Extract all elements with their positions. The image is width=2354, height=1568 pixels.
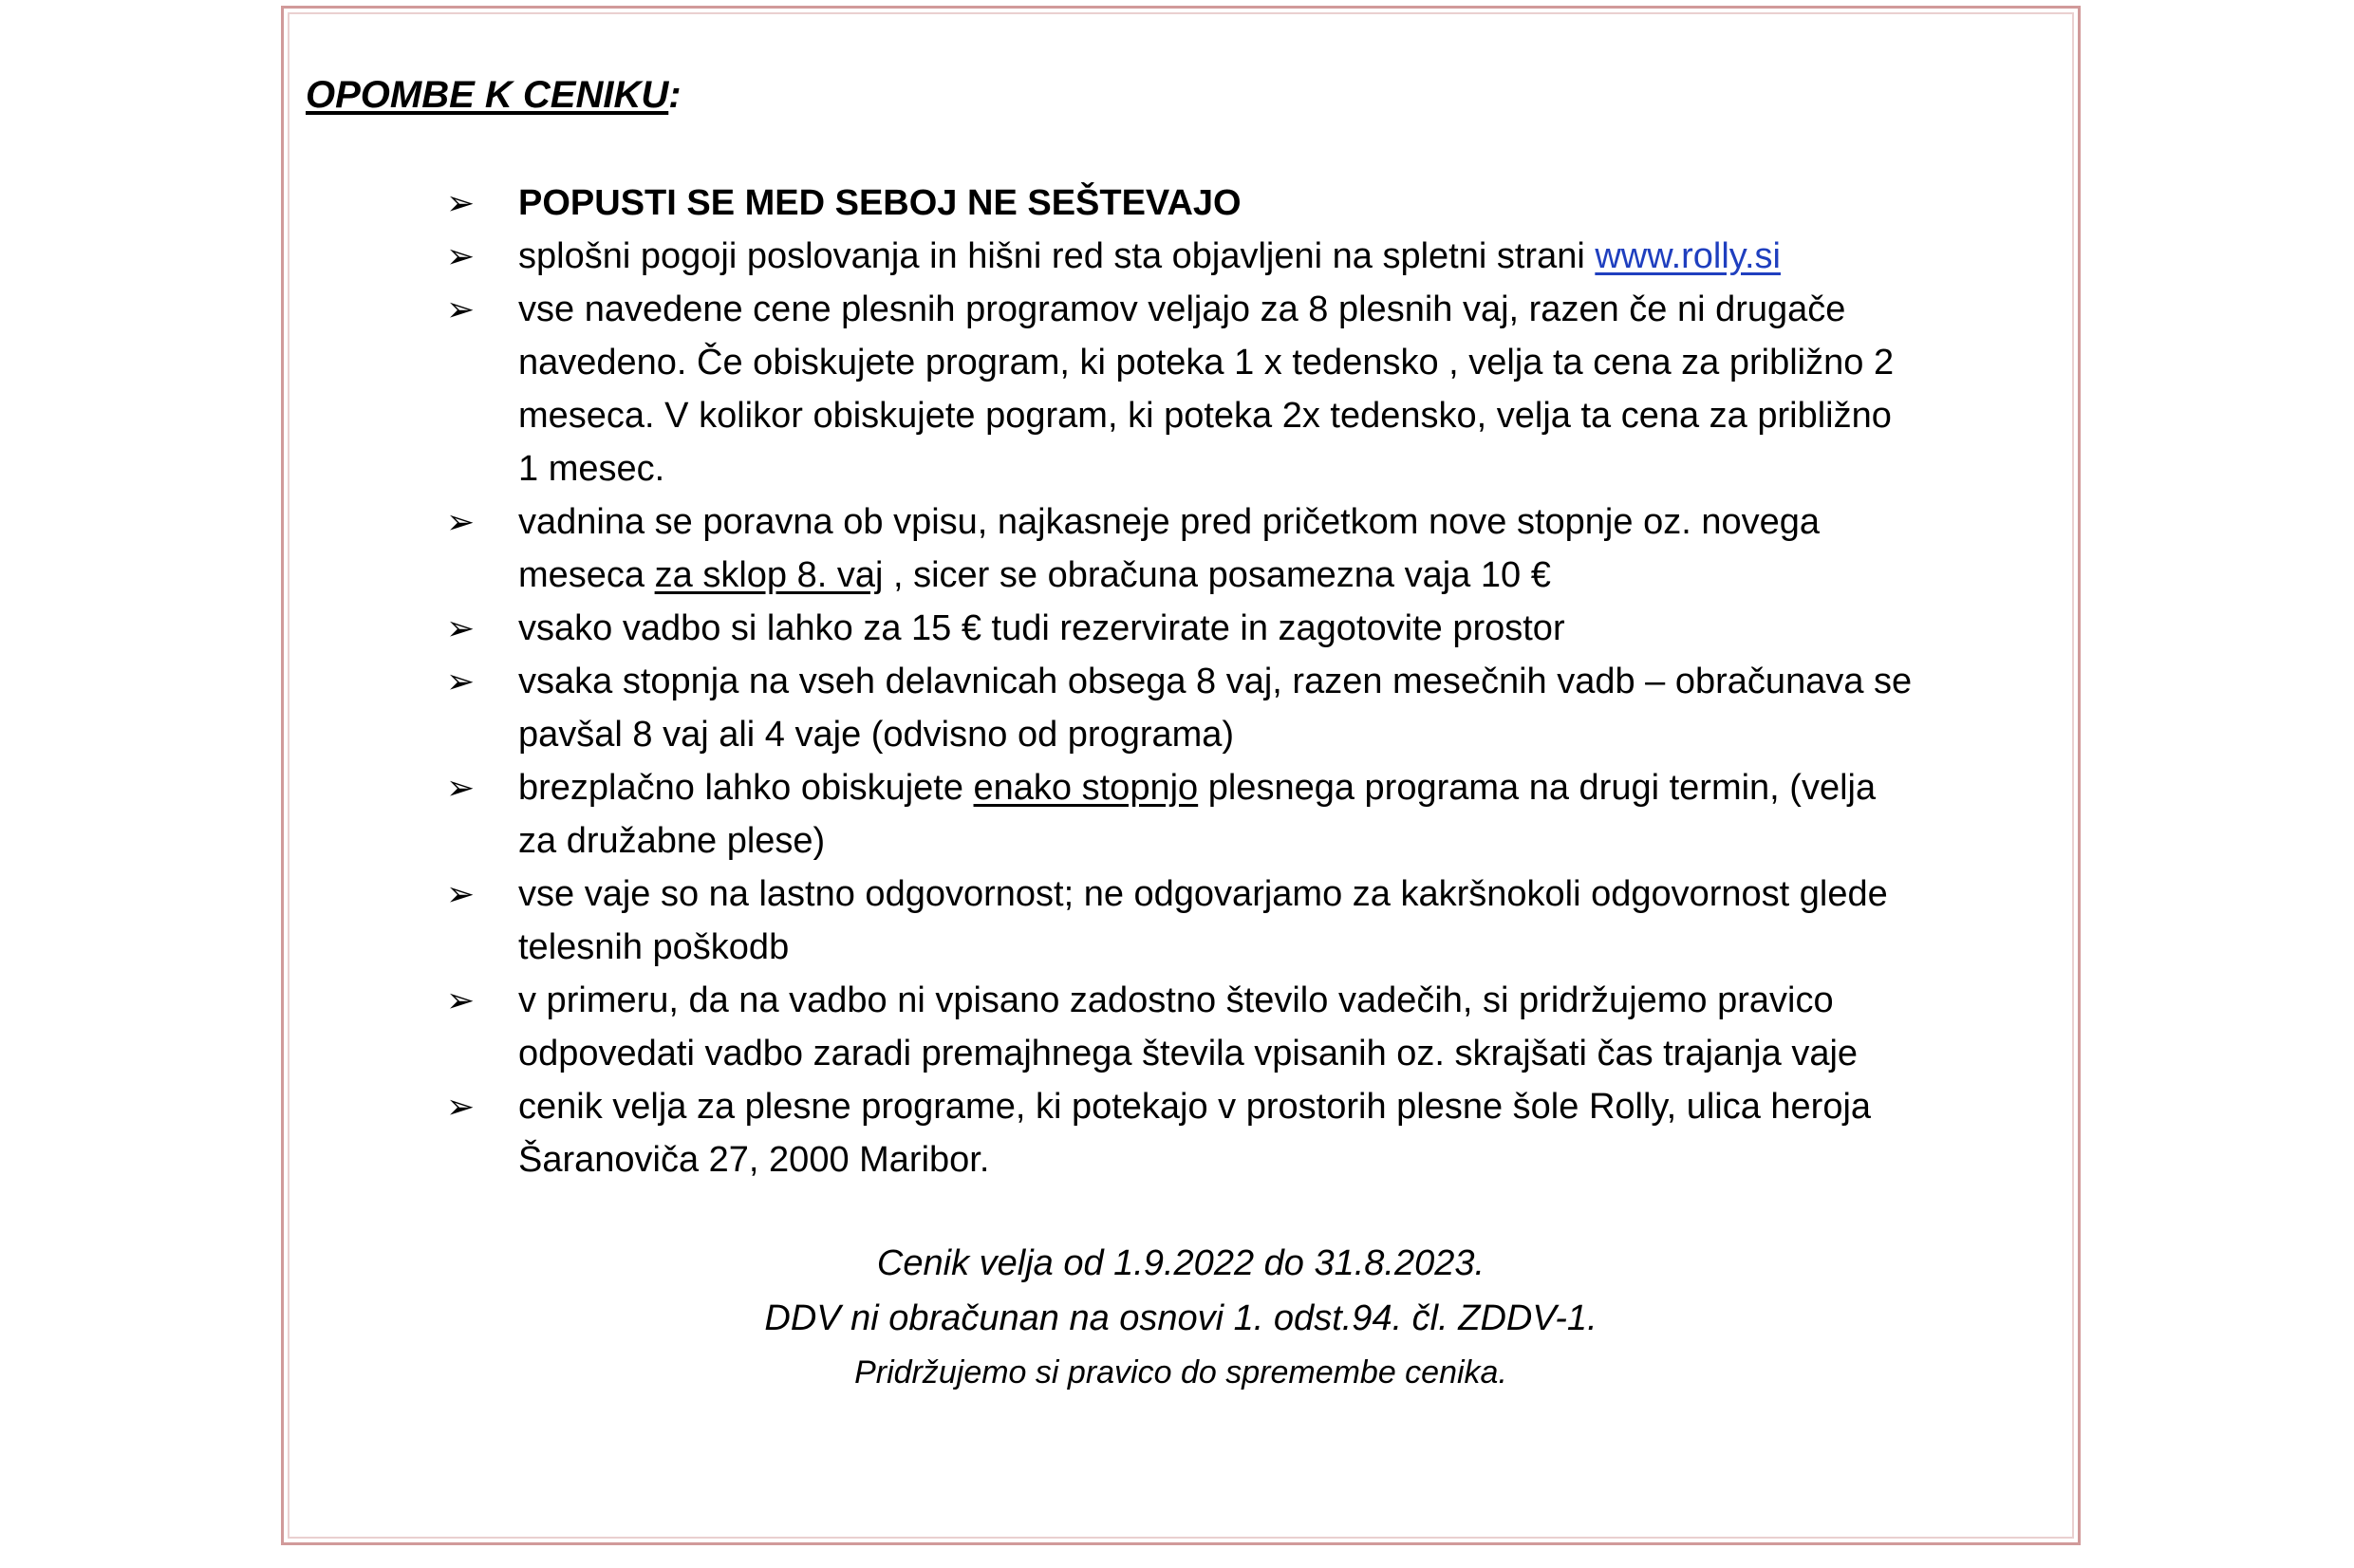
note-fragment: meseca <box>518 555 655 595</box>
note-line: za družabne plese) <box>518 821 826 861</box>
arrow-bullet-icon: ➢ <box>446 980 476 1019</box>
note-line: v primeru, da na vadbo ni vpisano zadostno število vadečih, si pridržujemo pravico <box>518 980 1834 1020</box>
note-line: cenik velja za plesne programe, ki potekajo v prostorih plesne šole Rolly, ulica heroja <box>518 1087 1872 1127</box>
note-terms-before-link: splošni pogoji poslovanja in hišni red sta objavljeni na spletni strani <box>518 236 1596 276</box>
arrow-bullet-icon: ➢ <box>446 502 476 541</box>
arrow-bullet-icon: ➢ <box>446 1087 476 1126</box>
change-disclaimer: Pridržujemo si pravico do spremembe cenika. <box>854 1354 1507 1391</box>
list-item <box>446 230 2060 283</box>
page-title <box>306 70 682 120</box>
arrow-bullet-icon: ➢ <box>446 289 476 328</box>
note-underlined-fragment: enako stopnjo <box>973 768 1199 808</box>
note-line: vsako vadbo si lahko za 15 € tudi rezervirate in zagotovite prostor <box>518 608 1565 648</box>
note-line: vadnina se poravna ob vpisu, najkasneje pred pričetkom nove stopnje oz. novega <box>518 502 1820 542</box>
footer-notes <box>281 1236 2081 1399</box>
arrow-bullet-icon: ➢ <box>446 608 476 647</box>
list-item <box>446 974 2060 1080</box>
note-line: odpovedati vadbo zaradi premajhnega števila vpisanih oz. skrajšati čas trajanja vaje <box>518 1034 1859 1073</box>
note-fragment: brezplačno lahko obiskujete <box>518 768 974 808</box>
arrow-bullet-icon: ➢ <box>446 183 476 222</box>
price-list-validity: Cenik velja od 1.9.2022 do 31.8.2023. <box>876 1243 1485 1283</box>
note-fragment: plesnega programa na drugi termin, (velja <box>1198 768 1877 808</box>
page-title-colon: : <box>668 74 682 116</box>
note-line <box>518 761 2060 814</box>
arrow-bullet-icon: ➢ <box>446 768 476 807</box>
note-discounts-not-cumulative: POPUSTI SE MED SEBOJ NE SEŠTEVAJO <box>518 183 1242 223</box>
note-terms-text <box>518 230 2060 283</box>
list-item <box>446 1080 2060 1186</box>
note-line: pavšal 8 vaj ali 4 vaje (odvisno od programa) <box>518 715 1235 755</box>
list-item <box>446 283 2060 495</box>
arrow-bullet-icon: ➢ <box>446 236 476 275</box>
note-line: navedeno. Če obiskujete program, ki poteka 1 x tedensko , velja ta cena za približno 2 <box>518 343 1895 383</box>
list-item <box>446 655 2060 761</box>
page-title-text: OPOMBE K CENIKU <box>306 74 669 116</box>
note-line: telesnih poškodb <box>518 927 790 967</box>
note-line: Šaranoviča 27, 2000 Maribor. <box>518 1140 990 1180</box>
note-line: vse vaje so na lastno odgovornost; ne odgovarjamo za kakršnokoli odgovornost glede <box>518 874 1888 914</box>
list-item <box>446 602 2060 655</box>
website-link[interactable]: www.rolly.si <box>1595 236 1781 276</box>
list-item <box>446 177 2060 230</box>
note-line: 1 mesec. <box>518 449 665 489</box>
note-line: vsaka stopnja na vseh delavnicah obsega 8 vaj, razen mesečnih vadb – obračunava se <box>518 662 1913 701</box>
note-line: vse navedene cene plesnih programov veljajo za 8 plesnih vaj, razen če ni drugače <box>518 289 1846 329</box>
note-fragment: , sicer se obračuna posamezna vaja 10 € <box>883 555 1551 595</box>
arrow-bullet-icon: ➢ <box>446 662 476 700</box>
list-item <box>446 868 2060 974</box>
note-underlined-fragment: za sklop 8. vaj <box>654 555 884 595</box>
vat-note: DDV ni obračunan na osnovi 1. odst.94. čl. ZDDV-1. <box>764 1298 1597 1338</box>
list-item <box>446 495 2060 602</box>
arrow-bullet-icon: ➢ <box>446 874 476 913</box>
notes-list <box>446 177 2060 1186</box>
note-line <box>518 549 2060 602</box>
note-line: meseca. V kolikor obiskujete pogram, ki poteka 2x tedensko, velja ta cena za približno <box>518 396 1892 436</box>
list-item <box>446 761 2060 868</box>
